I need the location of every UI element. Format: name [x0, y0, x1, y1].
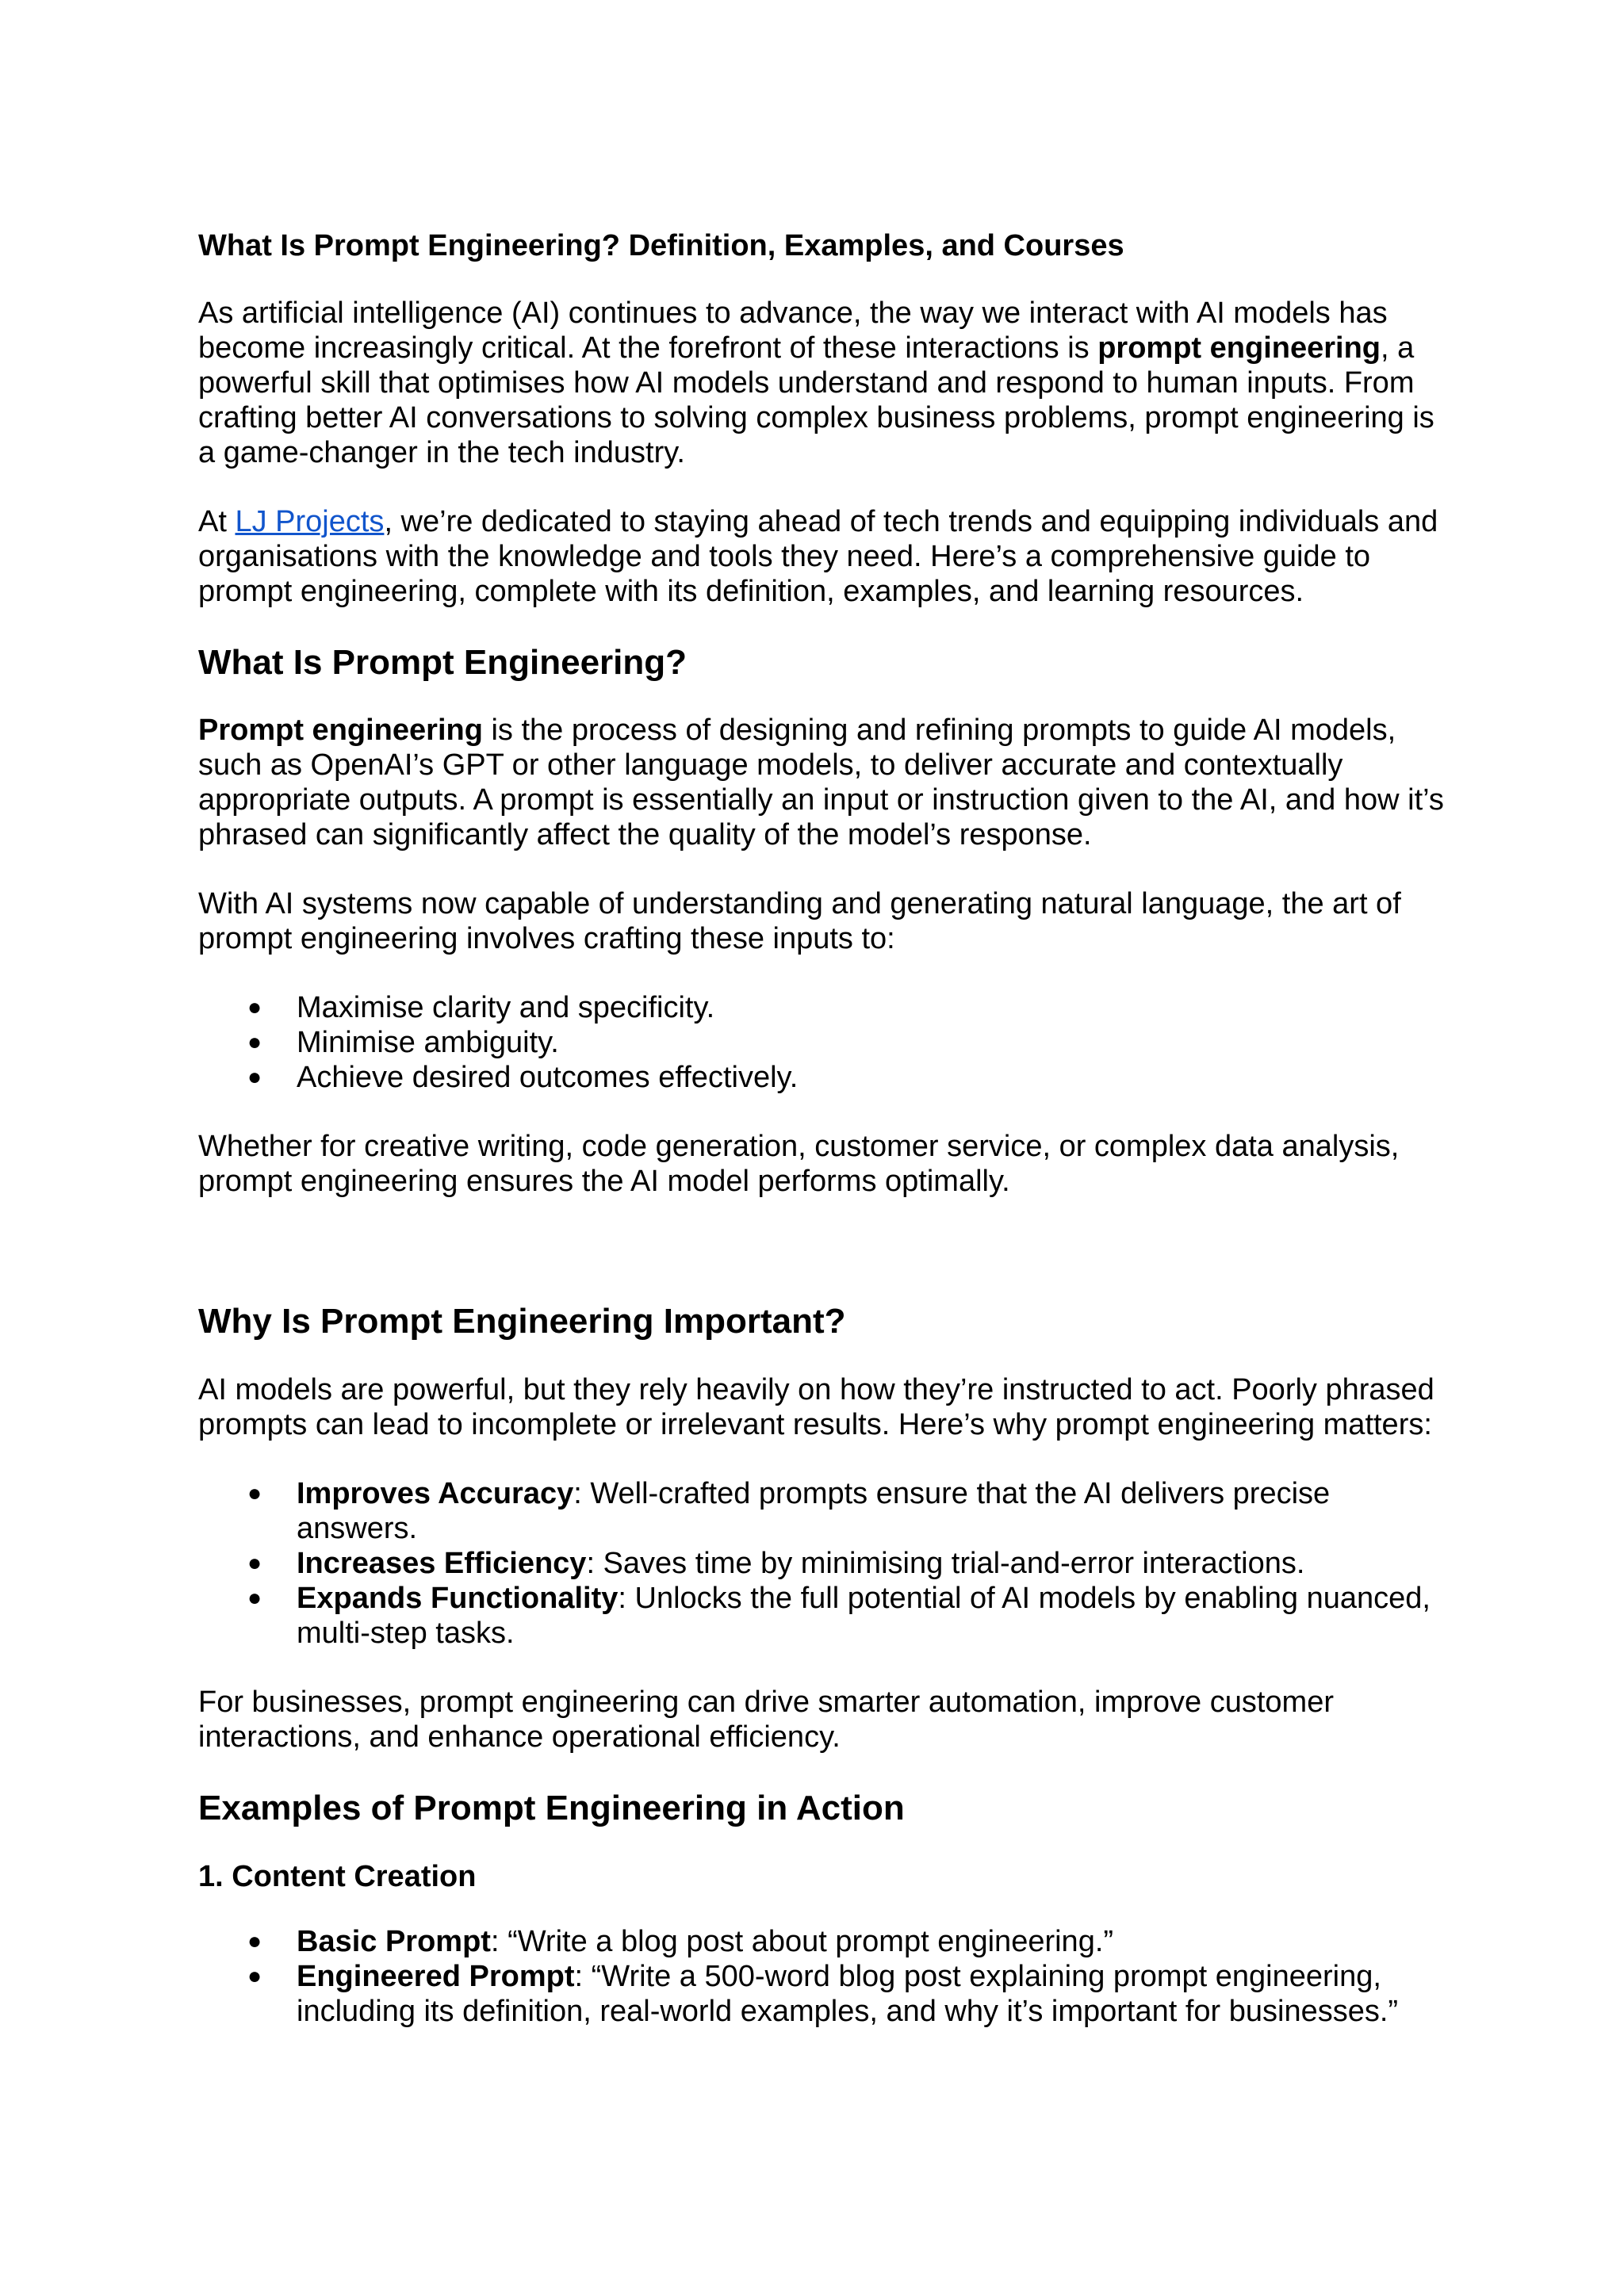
why-paragraph-1: AI models are powerful, but they rely heavily on how they’re instructed to act. Poorly phrased prompts can lead to incomplete or irrelevant results. Here’s why prompt engineering matters:: [198, 1373, 1434, 1442]
list-item: [198, 1581, 1451, 1651]
intro-p2-text-after: , we’re dedicated to staying ahead of tech trends and equipping individuals and organisations with the knowledge and tools they need. Here’s a comprehensive guide to prompt engineering, complete with its definition, examples, and learning resources.: [198, 504, 1438, 608]
list-item-text: Achieve desired outcomes effectively.: [297, 1061, 799, 1095]
list-item: [198, 1060, 1451, 1095]
bullet-icon: ●: [247, 994, 262, 1021]
why-bullet-list: [198, 1476, 1451, 1651]
why-paragraph-2: For businesses, prompt engineering can drive smarter automation, improve customer interactions, and enhance operational efficiency.: [198, 1686, 1334, 1755]
list-item-text: : “Write a 500-word blog post explaining prompt engineering, including its definition, real-world examples, and why it’s important for businesses.”: [297, 1960, 1399, 2029]
what-paragraph-3: Whether for creative writing, code generation, customer service, or complex data analysis, prompt engineering ensures the AI model performs optimally.: [198, 1130, 1400, 1199]
list-item: [198, 1546, 1451, 1581]
list-item: [198, 990, 1451, 1025]
bullet-icon: ●: [247, 1550, 262, 1577]
list-item: [198, 1924, 1451, 1959]
list-item-bold-term: Improves Accuracy: [297, 1477, 574, 1511]
bullet-icon: ●: [247, 1480, 262, 1507]
what-p1-bold-term: Prompt engineering: [198, 714, 483, 748]
section-heading-why: Why Is Prompt Engineering Important?: [198, 1302, 846, 1341]
bullet-icon: ●: [247, 1963, 262, 1990]
what-paragraph-2: With AI systems now capable of understanding and generating natural language, the art of prompt engineering involves crafting these inputs to:: [198, 887, 1401, 956]
document-page: [198, 228, 1451, 2063]
list-item-bold-term: Increases Efficiency: [297, 1547, 587, 1581]
subheading-content-creation: 1. Content Creation: [198, 1859, 477, 1893]
bullet-icon: ●: [247, 1928, 262, 1955]
what-bullet-list: [198, 990, 1451, 1095]
bullet-icon: ●: [247, 1064, 262, 1091]
list-item: [198, 1025, 1451, 1060]
bullet-icon: ●: [247, 1585, 262, 1612]
list-item: [198, 1476, 1451, 1546]
list-item-bold-term: Basic Prompt: [297, 1925, 491, 1959]
list-item-text: : Saves time by minimising trial-and-error interactions.: [586, 1547, 1305, 1581]
intro-p1-bold-term: prompt engineering: [1097, 331, 1381, 365]
what-p1-text-after: is the process of designing and refining prompts to guide AI models, such as OpenAI’s GPT or other language models, to deliver accurate and contextually appropriate outputs. A prompt is essentially an input or instruction given to the AI, and how it’s phrased can significantly affect the quality of the model’s response.: [198, 714, 1444, 852]
section-heading-examples: Examples of Prompt Engineering in Action: [198, 1789, 905, 1828]
intro-p2-text-before: At: [198, 504, 236, 538]
intro-p1-text-after: , a powerful skill that optimises how AI models understand and respond to human inputs. From crafting better AI conversations to solving complex business problems, prompt engineering is a game-changer in the tech industry.: [198, 331, 1434, 469]
intro-p1-text-before: As artificial intelligence (AI) continues to advance, the way we interact with AI models has become increasingly critical. At the forefront of these interactions is: [198, 296, 1388, 365]
document-title: What Is Prompt Engineering? Definition, Examples, and Courses: [198, 229, 1124, 262]
lj-projects-link[interactable]: LJ Projects: [235, 504, 385, 538]
examples-bullet-list: [198, 1924, 1451, 2029]
bullet-icon: ●: [247, 1029, 262, 1056]
what-paragraph-1: [198, 713, 1451, 852]
intro-paragraph-2: [198, 504, 1451, 609]
intro-paragraph-1: [198, 296, 1451, 470]
list-item-text: Minimise ambiguity.: [297, 1026, 559, 1060]
list-item-bold-term: Engineered Prompt: [297, 1960, 575, 1994]
list-item: [198, 1959, 1451, 2029]
list-item-text: : Unlocks the full potential of AI models by enabling nuanced, multi-step tasks.: [297, 1582, 1431, 1651]
list-item-text: Maximise clarity and specificity.: [297, 991, 715, 1025]
list-item-text: : “Write a blog post about prompt engineering.”: [490, 1925, 1114, 1959]
list-item-bold-term: Expands Functionality: [297, 1582, 619, 1616]
list-item-text: : Well-crafted prompts ensure that the AI delivers precise answers.: [297, 1477, 1331, 1546]
section-heading-what: What Is Prompt Engineering?: [198, 642, 688, 682]
